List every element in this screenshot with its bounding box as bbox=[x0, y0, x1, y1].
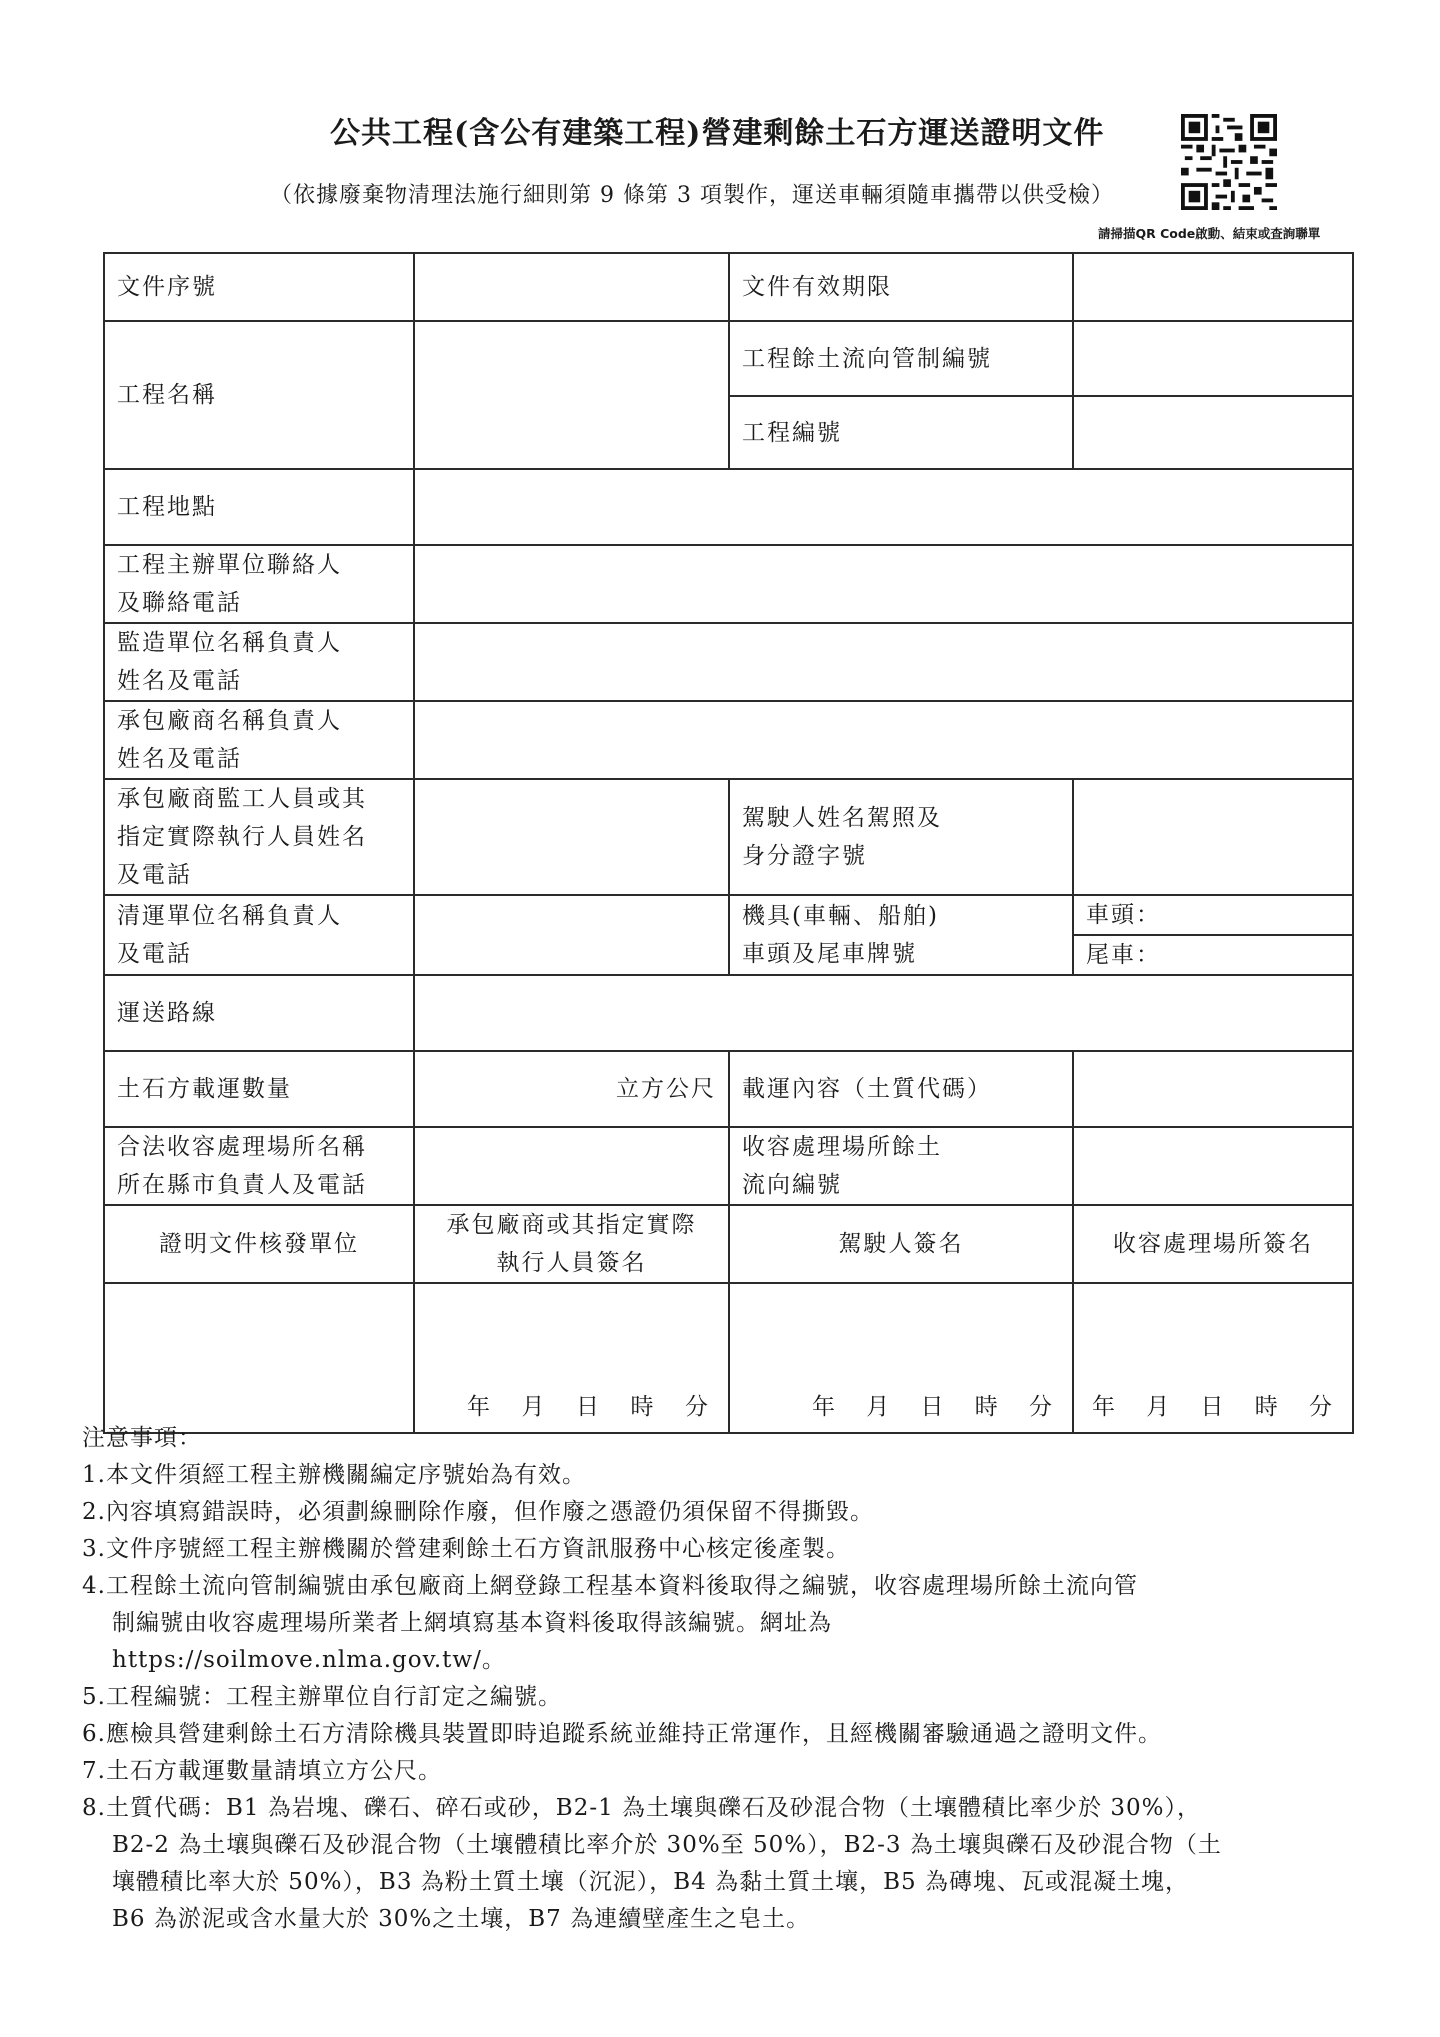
row-organizer-contact bbox=[104, 545, 1353, 623]
row-doc-serial bbox=[104, 253, 1353, 321]
note-item-continuation: B6 為淤泥或含水量大於 30%之土壤，B7 為連續壁產生之皂土。 bbox=[112, 1906, 811, 1932]
date-minute: 分 bbox=[685, 1394, 710, 1420]
label-line: 機具(車輛、船舶) bbox=[742, 903, 939, 929]
row-signatures bbox=[104, 1283, 1353, 1433]
label-line: 車頭及尾車牌號 bbox=[742, 941, 917, 967]
label-content: 載運內容（土質代碼） bbox=[729, 1051, 1073, 1127]
label-line: 及電話 bbox=[117, 941, 192, 967]
date-day: 日 bbox=[920, 1394, 946, 1420]
note-url-link[interactable]: https://soilmove.nlma.gov.tw/。 bbox=[112, 1647, 506, 1673]
notes-section bbox=[82, 1420, 1372, 1938]
label-route: 運送路線 bbox=[104, 975, 414, 1051]
label-quantity: 土石方載運數量 bbox=[104, 1051, 414, 1127]
field-issuer-sign[interactable] bbox=[104, 1283, 414, 1433]
label-contractor bbox=[104, 701, 414, 779]
field-route[interactable] bbox=[414, 975, 1353, 1051]
field-driver-sign[interactable] bbox=[729, 1283, 1073, 1433]
label-doc-serial: 文件序號 bbox=[104, 253, 414, 321]
qr-caption: 請掃描QR Code啟動、結束或查詢聯單 bbox=[1098, 226, 1321, 241]
note-item: 8.土質代碼：B1 為岩塊、礫石、碎石或砂，B2-1 為土壤與礫石及砂混合物（土壤體積比率少於 30%）， bbox=[82, 1795, 1201, 1821]
label-project-location: 工程地點 bbox=[104, 469, 414, 545]
field-hauler[interactable] bbox=[414, 895, 729, 975]
field-driver[interactable] bbox=[1073, 779, 1353, 895]
row-facility bbox=[104, 1127, 1353, 1205]
field-organizer-contact[interactable] bbox=[414, 545, 1353, 623]
label-facility-flow bbox=[729, 1127, 1073, 1205]
label-contractor-staff bbox=[104, 779, 414, 895]
field-tractor-plate[interactable]: 車頭： bbox=[1073, 895, 1353, 935]
field-project-name[interactable] bbox=[414, 321, 729, 469]
label-line: 及電話 bbox=[117, 862, 192, 888]
note-item: 5.工程編號：工程主辦單位自行訂定之編號。 bbox=[82, 1684, 562, 1710]
note-item: 1.本文件須經工程主辦機關編定序號始為有效。 bbox=[82, 1462, 586, 1488]
field-facility-flow[interactable] bbox=[1073, 1127, 1353, 1205]
label-line: 監造單位名稱負責人 bbox=[117, 630, 342, 656]
label-driver-sign: 駕駛人簽名 bbox=[729, 1205, 1073, 1283]
field-doc-validity[interactable] bbox=[1073, 253, 1353, 321]
label-line: 身分證字號 bbox=[742, 843, 867, 869]
label-facility-sign: 收容處理場所簽名 bbox=[1073, 1205, 1353, 1283]
label-line: 姓名及電話 bbox=[117, 746, 242, 772]
field-content[interactable] bbox=[1073, 1051, 1353, 1127]
qr-code-icon[interactable] bbox=[1181, 114, 1277, 210]
label-issuer: 證明文件核發單位 bbox=[104, 1205, 414, 1283]
label-line: 承包廠商名稱負責人 bbox=[117, 708, 342, 734]
date-month: 月 bbox=[1146, 1394, 1172, 1420]
note-item-continuation: 壤體積比率大於 50%），B3 為粉土質土壤（沉泥），B4 為黏土質土壤，B5 為磚塊、瓦或混凝土塊， bbox=[112, 1869, 1189, 1895]
date-minute: 分 bbox=[1309, 1394, 1334, 1420]
label-contractor-sign bbox=[414, 1205, 729, 1283]
note-item-continuation: 制編號由收容處理場所業者上網填寫基本資料後取得該編號。網址為 bbox=[112, 1610, 832, 1636]
note-item: 4.工程餘土流向管制編號由承包廠商上網登錄工程基本資料後取得之編號，收容處理場所餘土流向管 bbox=[82, 1573, 1138, 1599]
row-route bbox=[104, 975, 1353, 1051]
date-year: 年 bbox=[1092, 1394, 1117, 1420]
label-line: 姓名及電話 bbox=[117, 668, 242, 694]
label-line: 收容處理場所餘土 bbox=[742, 1134, 942, 1160]
label-line: 指定實際執行人員姓名 bbox=[117, 824, 367, 850]
field-facility-sign[interactable] bbox=[1073, 1283, 1353, 1433]
note-item: 3.文件序號經工程主辦機關於營建剩餘土石方資訊服務中心核定後產製。 bbox=[82, 1536, 850, 1562]
field-supervisor[interactable] bbox=[414, 623, 1353, 701]
row-project-name bbox=[104, 321, 1353, 396]
label-line: 執行人員簽名 bbox=[496, 1250, 647, 1276]
row-hauler bbox=[104, 895, 1353, 935]
label-vehicle bbox=[729, 895, 1073, 975]
date-hour: 時 bbox=[630, 1394, 656, 1420]
label-line: 所在縣市負責人及電話 bbox=[117, 1172, 367, 1198]
document-subtitle: （依據廢棄物清理法施行細則第 9 條第 3 項製作，運送車輛須隨車攜帶以供受檢） bbox=[270, 183, 1114, 208]
note-item-continuation: B2-2 為土壤與礫石及砂混合物（土壤體積比率介於 30%至 50%），B2-3 為土壤與礫石及砂混合物（土 bbox=[112, 1832, 1222, 1858]
label-line: 及聯絡電話 bbox=[117, 590, 242, 616]
date-year: 年 bbox=[812, 1394, 837, 1420]
note-item: 7.土石方載運數量請填立方公尺。 bbox=[82, 1758, 442, 1784]
field-facility[interactable] bbox=[414, 1127, 729, 1205]
label-soil-flow-control-no: 工程餘土流向管制編號 bbox=[729, 321, 1073, 396]
label-driver bbox=[729, 779, 1073, 895]
label-line: 合法收容處理場所名稱 bbox=[117, 1134, 367, 1160]
label-facility bbox=[104, 1127, 414, 1205]
date-month: 月 bbox=[521, 1394, 547, 1420]
date-day: 日 bbox=[1200, 1394, 1226, 1420]
field-contractor-staff[interactable] bbox=[414, 779, 729, 895]
field-soil-flow-control-no[interactable] bbox=[1073, 321, 1353, 396]
row-quantity bbox=[104, 1051, 1353, 1127]
date-minute: 分 bbox=[1029, 1394, 1054, 1420]
row-contractor-staff bbox=[104, 779, 1353, 895]
field-contractor-sign[interactable] bbox=[414, 1283, 729, 1433]
date-day: 日 bbox=[576, 1394, 601, 1420]
field-quantity[interactable] bbox=[414, 1051, 729, 1127]
row-signature-header bbox=[104, 1205, 1353, 1283]
field-project-location[interactable] bbox=[414, 469, 1353, 545]
label-line: 工程主辦單位聯絡人 bbox=[117, 552, 342, 578]
label-line: 駕駛人姓名駕照及 bbox=[742, 805, 942, 831]
row-supervisor bbox=[104, 623, 1353, 701]
label-line: 承包廠商或其指定實際 bbox=[446, 1212, 697, 1238]
field-doc-serial[interactable] bbox=[414, 253, 729, 321]
label-doc-validity: 文件有效期限 bbox=[729, 253, 1073, 321]
transport-form-table bbox=[103, 252, 1354, 1434]
date-hour: 時 bbox=[1254, 1394, 1280, 1420]
document-title: 公共工程(含公有建築工程)營建剩餘土石方運送證明文件 bbox=[330, 116, 1105, 151]
row-project-location bbox=[104, 469, 1353, 545]
label-line: 承包廠商監工人員或其 bbox=[117, 786, 367, 812]
label-line: 流向編號 bbox=[742, 1172, 842, 1198]
field-trailer-plate[interactable]: 尾車： bbox=[1073, 935, 1353, 975]
label-project-no: 工程編號 bbox=[729, 396, 1073, 469]
field-contractor[interactable] bbox=[414, 701, 1353, 779]
label-line: 清運單位名稱負責人 bbox=[117, 903, 342, 929]
label-project-name: 工程名稱 bbox=[104, 321, 414, 469]
date-year: 年 bbox=[467, 1394, 492, 1420]
field-project-no[interactable] bbox=[1073, 396, 1353, 469]
label-hauler bbox=[104, 895, 414, 975]
label-supervisor bbox=[104, 623, 414, 701]
date-month: 月 bbox=[866, 1394, 892, 1420]
date-hour: 時 bbox=[974, 1394, 1000, 1420]
label-organizer-contact bbox=[104, 545, 414, 623]
note-item: 2.內容填寫錯誤時，必須劃線刪除作廢，但作廢之憑證仍須保留不得撕毀。 bbox=[82, 1499, 874, 1525]
note-item: 6.應檢具營建剩餘土石方清除機具裝置即時追蹤系統並維持正常運作，且經機關審驗通過之證明文件。 bbox=[82, 1721, 1162, 1747]
quantity-unit: 立方公尺 bbox=[616, 1076, 716, 1102]
row-contractor bbox=[104, 701, 1353, 779]
notes-heading: 注意事項： bbox=[82, 1425, 202, 1451]
